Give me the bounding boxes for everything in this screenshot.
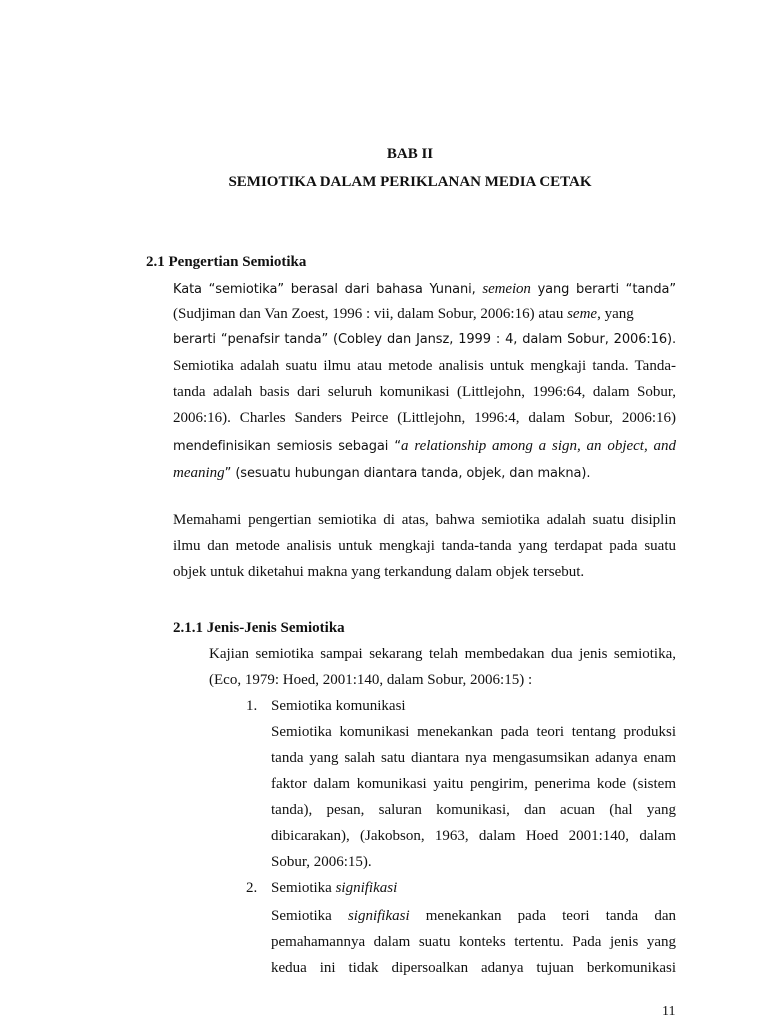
list-number: 2.	[246, 880, 258, 896]
paragraph-line: tanda adalah basis dari seluruh komunikasi (Littlejohn, 1996:64, dalam Sobur,	[173, 384, 676, 400]
text-run: yang berarti “tanda”	[537, 282, 676, 297]
paragraph-line: Kajian semiotika sampai sekarang telah membedakan dua jenis semiotika,	[209, 646, 676, 662]
paragraph-line: tanda), pesan, saluran komunikasi, dan acuan (hal yang	[271, 802, 676, 818]
italic-term: semeion	[482, 281, 531, 297]
paragraph-line: Memahami pengertian semiotika di atas, bahwa semiotika adalah suatu disiplin	[173, 512, 676, 528]
text-run: (Sudjiman dan Van Zoest, 1996 : vii, dalam Sobur, 2006:16) atau	[173, 306, 564, 322]
page-number: 11	[662, 1004, 676, 1019]
italic-term: seme	[567, 306, 598, 322]
section-heading-2-1-1: 2.1.1 Jenis-Jenis Semiotika	[173, 620, 345, 636]
text-run: Semiotika	[271, 908, 332, 924]
paragraph-line: Semiotika komunikasi menekankan pada teori tentang produksi	[271, 724, 676, 740]
italic-quote: a relationship among a sign, an object, and	[401, 438, 677, 454]
paragraph-line	[271, 908, 676, 925]
list-number: 1.	[246, 698, 258, 714]
paragraph-line: pemahamannya dalam suatu konteks tertentu. Pada jenis yang	[271, 934, 676, 950]
paragraph-line	[173, 306, 676, 323]
paragraph-line: kedua ini tidak dipersoalkan adanya tujuan berkomunikasi	[271, 960, 676, 976]
paragraph-line: Sobur, 2006:15).	[271, 854, 372, 870]
chapter-label: BAB II	[386, 146, 434, 162]
text-run: ” (sesuatu hubungan diantara tanda, objek, dan makna).	[224, 466, 591, 481]
paragraph-line: Semiotika adalah suatu ilmu atau metode analisis untuk mengkaji tanda. Tanda-	[173, 358, 676, 374]
paragraph-line: faktor dalam komunikasi yaitu pengirim, penerima kode (sistem	[271, 776, 676, 792]
list-item-title: Semiotika komunikasi	[271, 698, 406, 714]
chapter-title: SEMIOTIKA DALAM PERIKLANAN MEDIA CETAK	[228, 174, 592, 190]
text-run: mendefinisikan semiosis sebagai “	[173, 439, 402, 454]
paragraph-line: tanda yang salah satu diantara nya mengasumsikan adanya enam	[271, 750, 676, 766]
text-run: , yang	[597, 306, 634, 322]
text-run: Semiotika	[271, 880, 332, 896]
paragraph-line: ilmu dan metode analisis untuk mengkaji tanda-tanda yang terdapat pada suatu	[173, 538, 676, 554]
paragraph-line: 2006:16). Charles Sanders Peirce (Littlejohn, 1996:4, dalam Sobur, 2006:16)	[173, 410, 676, 426]
paragraph-line	[173, 465, 590, 482]
paragraph-line: (Eco, 1979: Hoed, 2001:140, dalam Sobur, 2006:15) :	[209, 672, 533, 688]
italic-term: signifikasi	[335, 880, 398, 896]
paragraph-line: berarti “penafsir tanda” (Cobley dan Jansz, 1999 : 4, dalam Sobur, 2006:16).	[173, 332, 676, 347]
paragraph-line: objek untuk diketahui makna yang terkandung dalam objek tersebut.	[173, 564, 585, 580]
text-run: Kata “semiotika” berasal dari bahasa Yunani,	[173, 282, 476, 297]
paragraph-line	[173, 438, 676, 455]
paragraph-line: dibicarakan), (Jakobson, 1963, dalam Hoed 2001:140, dalam	[271, 828, 676, 844]
paragraph-line	[173, 281, 676, 298]
section-heading-2-1: 2.1 Pengertian Semiotika	[146, 254, 307, 270]
text-run: menekankan pada teori tanda dan	[425, 908, 676, 924]
list-item-title	[271, 880, 397, 897]
italic-quote: meaning	[173, 465, 225, 481]
italic-term: signifikasi	[347, 908, 410, 924]
